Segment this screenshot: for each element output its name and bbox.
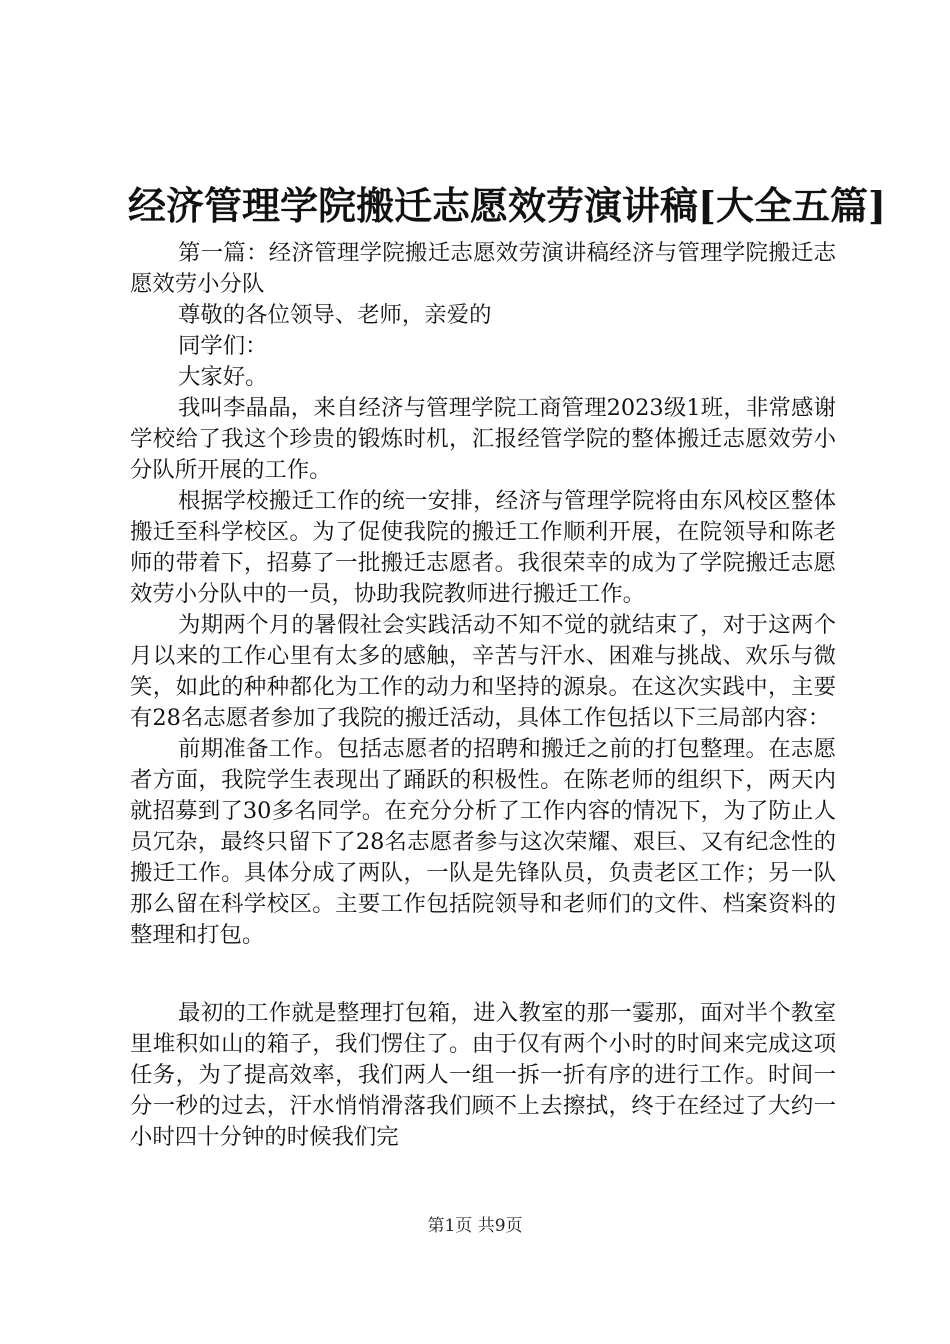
paragraph-9: 最初的工作就是整理打包箱，进入教室的那一霎那，面对半个教室里堆积如山的箱子，我们愣住了。由于仅有两个小时的时间来完成这项任务，为了提高效率，我们两人一组一拆一折有序的进行工作。时间一分一秒的过去，汗水悄悄滑落我们顾不上去擦拭，终于在经过了大约一小时四十分钟的时候我们完	[130, 1000, 836, 1150]
paragraph-5: 我叫李晶晶，来自经济与管理学院工商管理2023级1班，非常感谢学校给了我这个珍贵的锻炼时机，汇报经管学院的整体搬迁志愿效劳小分队所开展的工作。	[130, 395, 836, 483]
page-footer: 第1页 共9页	[427, 1216, 523, 1236]
paragraph-spacer	[130, 951, 836, 998]
paragraph-1: 第一篇：经济管理学院搬迁志愿效劳演讲稿经济与管理学院搬迁志愿效劳小分队	[130, 240, 836, 297]
document-title: 经济管理学院搬迁志愿效劳演讲稿[大全五篇]	[128, 183, 886, 228]
paragraph-2: 尊敬的各位领导、老师，亲爱的	[178, 302, 492, 328]
document-body	[130, 238, 836, 1153]
paragraph-7: 为期两个月的暑假社会实践活动不知不觉的就结束了，对于这两个月以来的工作心里有太多的感触，辛苦与汗水、困难与挑战、欢乐与微笑，如此的种种都化为工作的动力和坚持的源泉。在这次实践中，主要有28名志愿者参加了我院的搬迁活动，具体工作包括以下三局部内容：	[130, 612, 836, 731]
paragraph-4: 大家好。	[178, 364, 268, 390]
paragraph-6: 根据学校搬迁工作的统一安排，经济与管理学院将由东风校区整体搬迁至科学校区。为了促使我院的搬迁工作顺利开展，在院领导和陈老师的带着下，招募了一批搬迁志愿者。我很荣幸的成为了学院搬迁志愿效劳小分队中的一员，协助我院教师进行搬迁工作。	[130, 488, 836, 607]
paragraph-3: 同学们：	[178, 333, 268, 359]
paragraph-8: 前期准备工作。包括志愿者的招聘和搬迁之前的打包整理。在志愿者方面，我院学生表现出了踊跃的积极性。在陈老师的组织下，两天内就招募到了30多名同学。在充分分析了工作内容的情况下，为了防止人员冗杂，最终只留下了28名志愿者参与这次荣耀、艰巨、又有纪念性的搬迁工作。具体分成了两队，一队是先锋队员，负责老区工作；另一队那么留在科学校区。主要工作包括院领导和老师们的文件、档案资料的整理和打包。	[130, 736, 836, 948]
